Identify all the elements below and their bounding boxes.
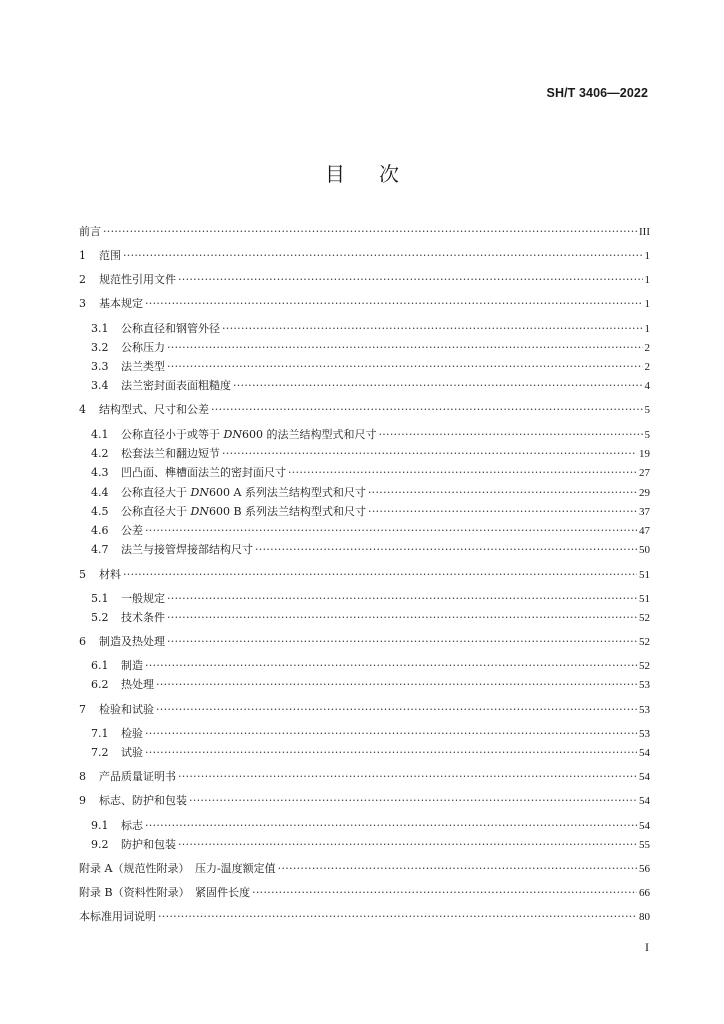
toc-entry[interactable] <box>91 745 650 761</box>
toc-entry-page: 80 <box>639 911 650 923</box>
toc-entry-number: 3.2 <box>91 341 109 354</box>
toc-entry[interactable] <box>91 485 650 501</box>
toc-entry-label: 制造及热处理 <box>99 635 165 648</box>
toc-entry-number: 3.1 <box>91 322 109 335</box>
toc-leader-dots <box>178 837 637 853</box>
toc-entry-number: 5.1 <box>91 592 109 605</box>
toc-leader-dots <box>288 465 637 481</box>
toc-entry-page: 5 <box>644 429 650 441</box>
toc-leader-dots <box>145 523 637 539</box>
toc-entry-number: 4.7 <box>91 543 109 556</box>
toc-leader-dots <box>167 340 643 356</box>
toc-entry[interactable] <box>91 610 650 626</box>
toc-entry-label: 公差 <box>121 524 143 537</box>
toc-entry-label: 松套法兰和翻边短节 <box>121 447 220 460</box>
toc-leader-dots <box>156 677 637 693</box>
toc-leader-dots <box>378 427 642 443</box>
toc-entry-number: 5.2 <box>91 611 109 624</box>
toc-entry-number: 6.1 <box>91 659 109 672</box>
toc-entry-page: 52 <box>639 636 650 648</box>
toc-entry-number: 3 <box>79 297 86 310</box>
toc-leader-dots <box>167 610 637 626</box>
toc-entry[interactable] <box>91 542 650 558</box>
toc-entry-label: 产品质量证明书 <box>99 770 176 783</box>
toc-entry-number: 9.2 <box>91 838 109 851</box>
toc-entry-number: 9.1 <box>91 819 109 832</box>
toc-entry-page: 1 <box>644 250 650 262</box>
toc-entry[interactable] <box>79 248 650 264</box>
toc-leader-dots <box>103 224 637 240</box>
toc-entry[interactable] <box>91 359 650 375</box>
toc-entry-label: 规范性引用文件 <box>99 273 176 286</box>
toc-entry[interactable] <box>79 909 650 925</box>
toc-leader-dots <box>222 446 637 462</box>
standard-code: SH/T 3406—2022 <box>546 86 648 100</box>
toc-leader-dots <box>255 542 637 558</box>
toc-entry-label: 制造 <box>121 659 143 672</box>
toc-entry-number: 8 <box>79 770 86 783</box>
toc-entry-number: 7.1 <box>91 727 109 740</box>
toc-entry[interactable] <box>91 677 650 693</box>
page-title: 目次 <box>325 162 433 186</box>
toc-entry-label: 公称直径大于 DN600 A 系列法兰结构型式和尺寸 <box>121 486 366 499</box>
toc-entry-label: 法兰类型 <box>121 360 165 373</box>
toc-entry-page: 56 <box>639 863 650 875</box>
toc-entry-number: 2 <box>79 273 86 286</box>
toc-leader-dots <box>278 861 637 877</box>
toc-entry-page: 52 <box>639 660 650 672</box>
toc-leader-dots <box>233 378 643 394</box>
toc-entry[interactable] <box>79 296 650 312</box>
toc-leader-dots <box>167 359 643 375</box>
toc-entry-page: III <box>639 226 650 238</box>
toc-entry[interactable] <box>91 446 650 462</box>
toc-entry[interactable] <box>91 591 650 607</box>
toc-entry-page: 2 <box>644 342 650 354</box>
toc-entry-page: 4 <box>644 380 650 392</box>
toc-leader-dots <box>145 296 643 312</box>
toc-entry-label: 标志 <box>121 819 143 832</box>
toc-entry-number: 4.2 <box>91 447 109 460</box>
toc-entry-label: 一般规定 <box>121 592 165 605</box>
toc-entry-label: 法兰与接管焊接部结构尺寸 <box>121 543 253 556</box>
toc-leader-dots <box>145 726 637 742</box>
toc-entry[interactable] <box>91 504 650 520</box>
toc-entry-number: 3.4 <box>91 379 109 392</box>
toc-entry-page: 53 <box>639 728 650 740</box>
toc-entry-label: 结构型式、尺寸和公差 <box>99 403 209 416</box>
toc-entry-number: 5 <box>79 568 86 581</box>
toc-entry[interactable] <box>79 402 650 418</box>
toc-entry[interactable] <box>79 224 650 240</box>
toc-entry[interactable] <box>79 793 650 809</box>
toc-entry[interactable] <box>91 726 650 742</box>
page-number: I <box>645 940 649 954</box>
toc-entry[interactable] <box>91 321 650 337</box>
toc-entry-label: 公称直径小于或等于 DN600 的法兰结构型式和尺寸 <box>121 428 377 441</box>
toc-entry-page: 27 <box>639 467 650 479</box>
toc-entry-number: 7 <box>79 703 86 716</box>
toc-entry-page: 47 <box>639 525 650 537</box>
toc-entry-number: 9 <box>79 794 86 807</box>
toc-entry-label: 凹凸面、榫槽面法兰的密封面尺寸 <box>121 466 286 479</box>
toc-entry-label: 技术条件 <box>121 611 165 624</box>
toc-leader-dots <box>145 818 637 834</box>
toc-entry-page: 51 <box>639 569 650 581</box>
toc-entry-number: 3.3 <box>91 360 109 373</box>
toc-entry-page: 51 <box>639 593 650 605</box>
toc-leader-dots <box>145 745 637 761</box>
toc-entry-page: 5 <box>644 404 650 416</box>
toc-entry-label: 热处理 <box>121 678 154 691</box>
toc-entry-label: 检验和试验 <box>99 703 154 716</box>
toc-entry-page: 53 <box>639 679 650 691</box>
toc-entry[interactable] <box>91 465 650 481</box>
toc-entry-page: 52 <box>639 612 650 624</box>
toc-entry-page: 2 <box>644 361 650 373</box>
toc-entry-number: 1 <box>79 249 86 262</box>
toc-entry-number: 6.2 <box>91 678 109 691</box>
toc-entry-number: 4 <box>79 403 86 416</box>
toc-leader-dots <box>211 402 643 418</box>
toc-entry-page: 50 <box>639 544 650 556</box>
toc-entry-page: 54 <box>639 795 650 807</box>
toc-leader-dots <box>368 485 637 501</box>
toc-entry-page: 54 <box>639 771 650 783</box>
toc-leader-dots <box>178 272 643 288</box>
toc-entry-number: 7.2 <box>91 746 109 759</box>
toc-leader-dots <box>145 658 637 674</box>
toc-entry[interactable] <box>91 818 650 834</box>
toc-entry-label: 检验 <box>121 727 143 740</box>
toc-entry-page: 55 <box>639 839 650 851</box>
toc-leader-dots <box>123 567 637 583</box>
toc-entry-page: 1 <box>644 274 650 286</box>
toc-entry-label: 基本规定 <box>99 297 143 310</box>
toc-entry[interactable] <box>79 861 650 877</box>
toc-entry-page: 66 <box>639 887 650 899</box>
toc-entry-page: 53 <box>639 704 650 716</box>
toc-entry-label: 前言 <box>79 225 101 238</box>
toc-entry[interactable] <box>91 427 650 443</box>
toc-leader-dots <box>252 885 637 901</box>
toc-entry-label: 本标准用词说明 <box>79 910 156 923</box>
toc-leader-dots <box>156 702 637 718</box>
toc-leader-dots <box>189 793 637 809</box>
toc-entry[interactable] <box>91 837 650 853</box>
toc-entry-label: 试验 <box>121 746 143 759</box>
toc-entry-label: 附录 B（资料性附录） 紧固件长度 <box>79 886 251 899</box>
toc-entry[interactable] <box>91 658 650 674</box>
toc-entry[interactable] <box>79 634 650 650</box>
toc-entry[interactable] <box>91 378 650 394</box>
toc-entry[interactable] <box>91 523 650 539</box>
toc-entry-number: 4.1 <box>91 428 109 441</box>
toc-entry-label: 法兰密封面表面粗糙度 <box>121 379 231 392</box>
toc-entry-number: 4.3 <box>91 466 109 479</box>
toc-leader-dots <box>158 909 637 925</box>
toc-entry-page: 37 <box>639 506 650 518</box>
toc-leader-dots <box>178 769 637 785</box>
toc-leader-dots <box>167 591 637 607</box>
toc-entry-page: 54 <box>639 747 650 759</box>
toc-entry-label: 标志、防护和包装 <box>99 794 187 807</box>
toc-entry[interactable] <box>79 885 650 901</box>
toc-entry[interactable] <box>79 702 650 718</box>
toc-leader-dots <box>167 634 637 650</box>
toc-entry-label: 公称压力 <box>121 341 165 354</box>
toc-entry[interactable] <box>79 769 650 785</box>
toc-entry-page: 19 <box>639 448 650 460</box>
toc-entry[interactable] <box>79 567 650 583</box>
toc-entry[interactable] <box>79 272 650 288</box>
toc-entry-page: 29 <box>639 487 650 499</box>
toc-entry-number: 4.4 <box>91 486 109 499</box>
toc-entry-label: 公称直径和钢管外径 <box>121 322 220 335</box>
toc-leader-dots <box>123 248 643 264</box>
toc-entry-number: 6 <box>79 635 86 648</box>
toc-leader-dots <box>222 321 643 337</box>
toc-entry-label: 材料 <box>99 568 121 581</box>
toc-entry-label: 公称直径大于 DN600 B 系列法兰结构型式和尺寸 <box>121 505 367 518</box>
toc-entry-label: 范围 <box>99 249 121 262</box>
toc-entry-number: 4.6 <box>91 524 109 537</box>
toc-entry[interactable] <box>91 340 650 356</box>
toc-entry-page: 1 <box>644 298 650 310</box>
toc-entry-label: 附录 A（规范性附录） 压力-温度额定值 <box>79 862 276 875</box>
toc-entry-page: 54 <box>639 820 650 832</box>
toc-leader-dots <box>368 504 637 520</box>
toc-entry-number: 4.5 <box>91 505 109 518</box>
toc-entry-page: 1 <box>644 323 650 335</box>
toc-entry-label: 防护和包装 <box>121 838 176 851</box>
